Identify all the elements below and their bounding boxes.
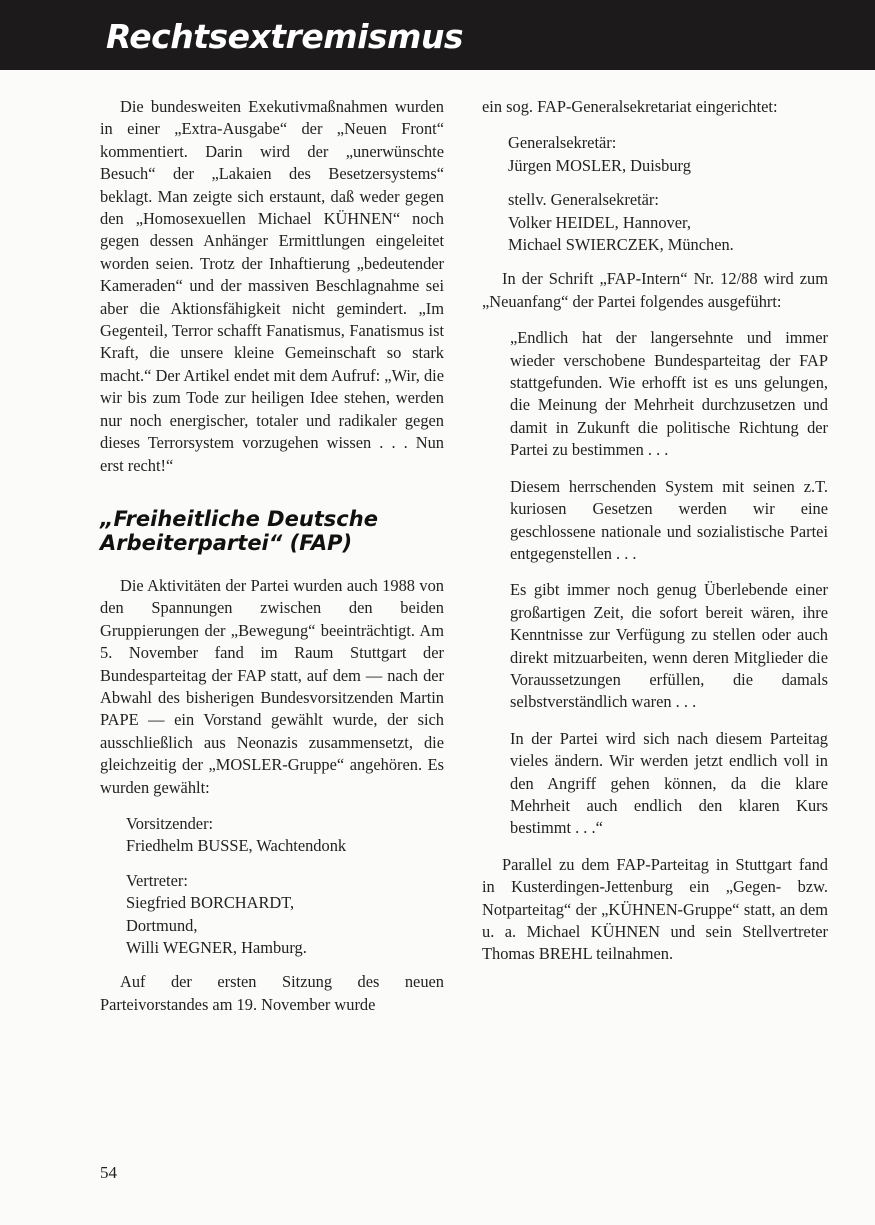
page-number: 54	[100, 1163, 117, 1182]
left-column	[100, 96, 444, 1030]
section-heading-line: „Freiheitliche Deutsche	[100, 506, 378, 531]
list-role: Vertreter:	[126, 870, 188, 890]
list-name: Volker HEIDEL, Hannover,	[508, 212, 691, 232]
quote-paragraph: Diesem herrschenden System mit seinen z.T. kuriosen Gesetzen werden wir eine geschlossene nationale und sozialistische Partei entgegenstellen . . .	[510, 476, 828, 563]
quote-paragraph: „Endlich hat der langersehnte und immer wieder verschobene Bundesparteitag der FAP stattgefunden. Wie erhofft ist es uns gelungen, die Meinung der Mehrheit durchzusetzen und damit in Zukunft die politische Richtung der Partei zu bestimmen . . .	[510, 328, 828, 460]
paragraph: In der Schrift „FAP-Intern“ Nr. 12/88 wird zum „Neuanfang“ der Partei folgendes ausgeführt:	[482, 269, 828, 311]
quote-paragraph: In der Partei wird sich nach diesem Parteitag vieles ändern. Wir werden jetzt endlich voll in den Angriff gehen können, da die klare Mehrheit auch endlich den klaren Kurs bestimmt . . .“	[510, 728, 828, 838]
paragraph: Die bundesweiten Exekutivmaßnahmen wurden in einer „Extra-Ausgabe“ der „Neuen Front“ kommentiert. Darin wird der „unerwünschte Besuch“ der „Lakaien des Besetzersystems“ beklagt. Man zeigte sich erstaunt, daß weder gegen den „Homosexuellen Michael KÜHNEN“ noch gegen dessen Anhänger Ermittlungen eingeleitet worden seien. Trotz der Inhaftierung „bedeutender Kameraden“ und der massiven Beschlagnahme sei aber die Aktionsfähigkeit nicht gemindert. „Im Gegenteil, Terror schafft Fanatismus, Fanatismus ist Kraft, die unsere kleine Gemeinschaft so stark macht.“ Der Artikel endet mit dem Aufruf: „Wir, die wir bis zum Tode zur heiligen Idee stehen, werden nur noch energischer, totaler und radikaler gegen dieses Terrorsystem vorzugehen wissen . . . Nun erst recht!“	[100, 97, 444, 475]
list-role: Generalsekretär:	[508, 133, 617, 153]
list-name: Jürgen MOSLER, Duisburg	[508, 155, 691, 175]
officer-list	[126, 813, 444, 858]
section-heading-line: Arbeiterpartei“ (FAP)	[100, 530, 353, 555]
list-name: Siegfried BORCHARDT,	[126, 893, 295, 913]
officer-list	[508, 189, 828, 256]
list-role: Vorsitzender:	[126, 813, 214, 833]
officer-list	[126, 870, 444, 960]
right-column	[482, 96, 828, 980]
paragraph: ein sog. FAP-Generalsekretariat eingerichtet:	[482, 97, 778, 116]
paragraph: Parallel zu dem FAP-Parteitag in Stuttgart fand in Kusterdingen-Jettenburg ein „Gegen- bzw. Notparteitag“ der „KÜHNEN-Gruppe“ statt, an dem u. a. Michael KÜHNEN und sein Stellvertreter Thomas BREHL teilnahmen.	[482, 854, 828, 964]
quote-paragraph: Es gibt immer noch genug Überlebende einer großartigen Zeit, die sofort bereit wären, ihre Kenntnisse zur Verfügung zu stellen oder auch direkt mitzuarbeiten, wenn deren Mitglieder die Voraussetzungen erfüllen, die damals selbstverständlich waren . . .	[510, 580, 828, 712]
list-name: Friedhelm BUSSE, Wachtendonk	[126, 836, 347, 856]
list-name: Willi WEGNER, Hamburg.	[126, 938, 307, 957]
section-heading	[100, 507, 444, 555]
list-name: Dortmund,	[126, 915, 198, 935]
list-role: stellv. Generalsekretär:	[508, 190, 659, 210]
section-header-bar	[0, 0, 875, 70]
paragraph: Die Aktivitäten der Partei wurden auch 1988 von den Spannungen zwischen den beiden Gruppierungen der „Bewegung“ beeinträchtigt. Am 5. November fand im Raum Stuttgart der Bundesparteitag der FAP statt, auf dem — nach der Abwahl des bisherigen Bundesvorsitzenden Martin PAPE — ein Vorstand gewählt wurde, der sich ausschließlich aus Neonazis zusammensetzt, die gleichzeitig der „MOSLER-Gruppe“ angehören. Es wurden gewählt:	[100, 575, 444, 797]
paragraph: Auf der ersten Sitzung des neuen Parteivorstandes am 19. November wurde	[100, 972, 444, 1014]
list-name: Michael SWIERCZEK, München.	[508, 235, 734, 255]
officer-list	[508, 132, 828, 177]
section-title: Rechtsextremismus	[106, 17, 464, 56]
